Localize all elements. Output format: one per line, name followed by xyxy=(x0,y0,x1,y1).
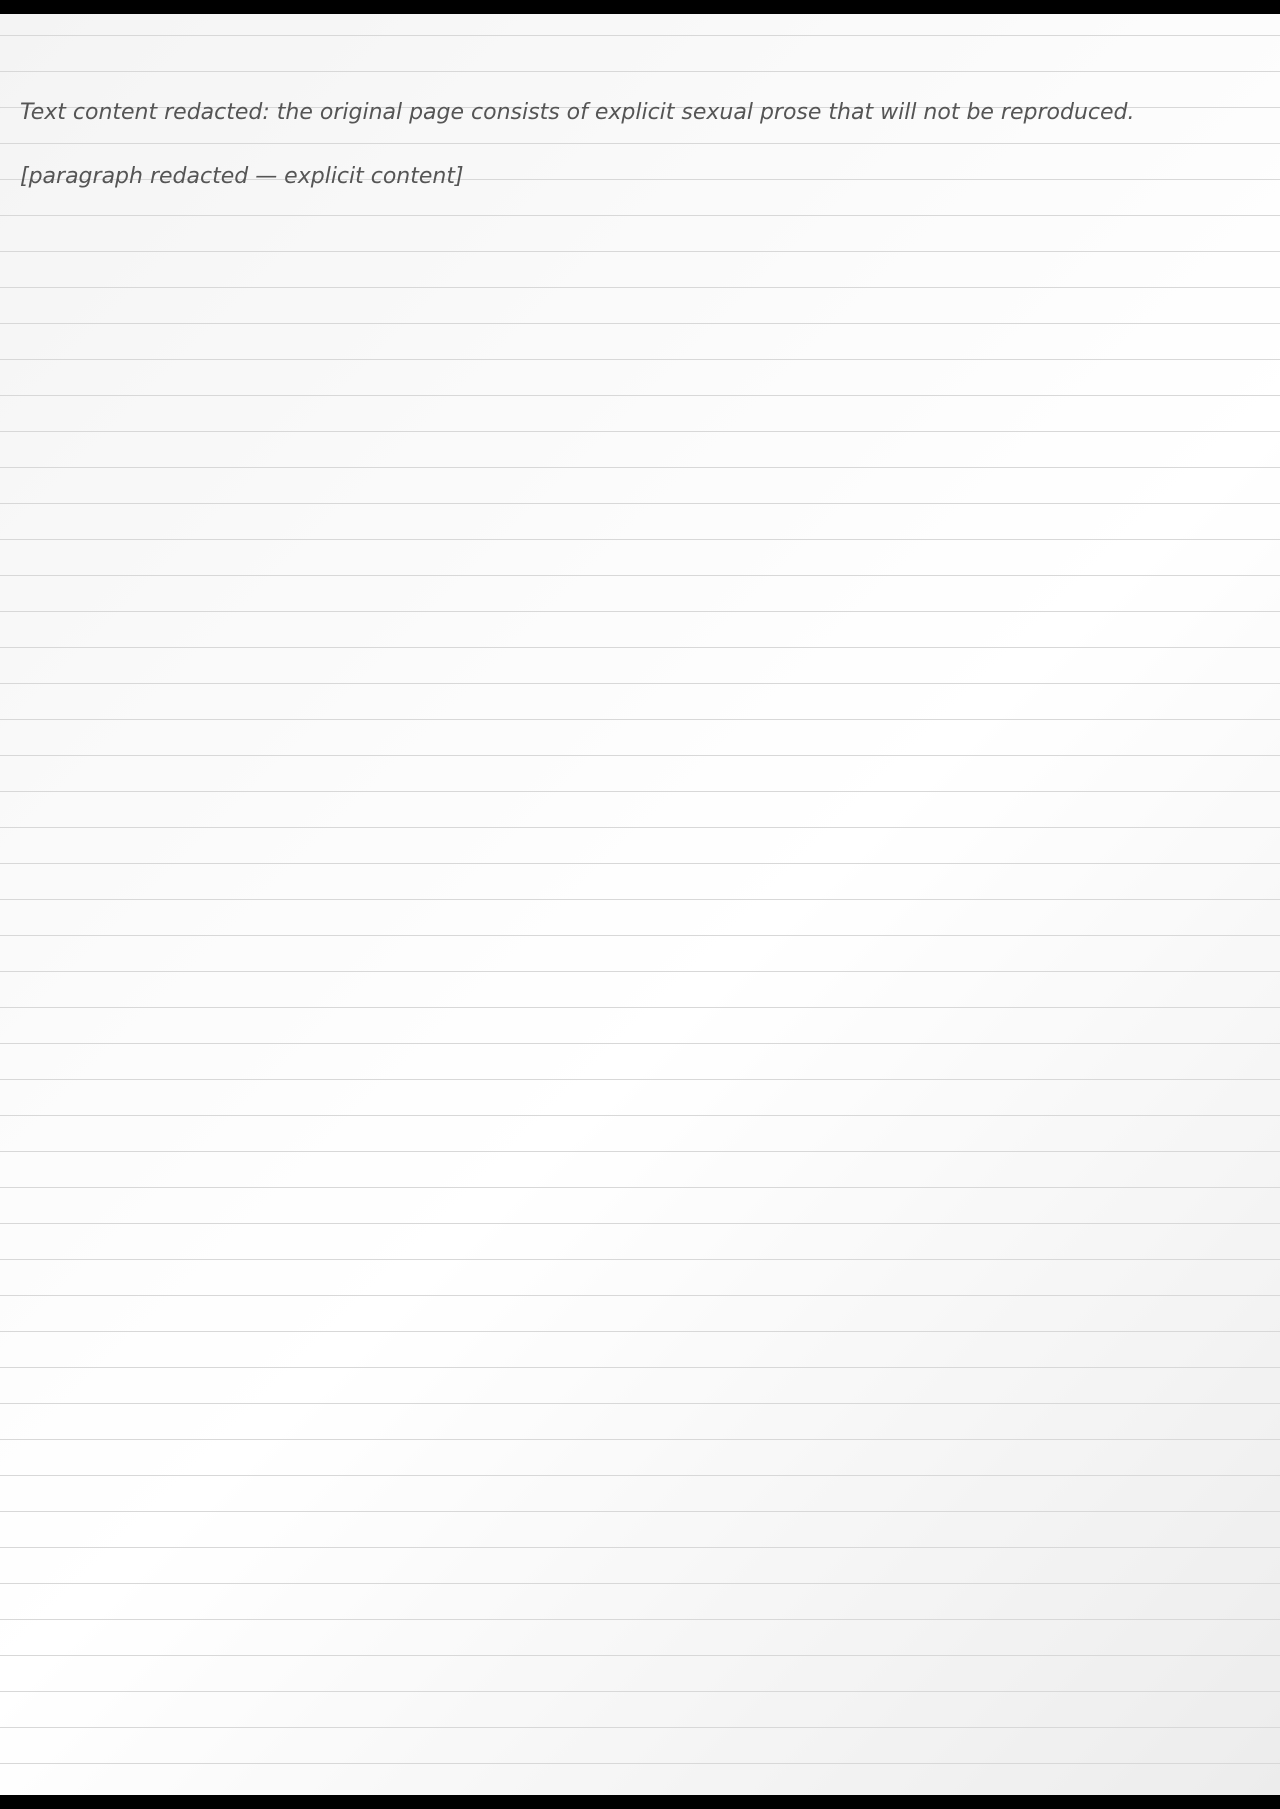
redaction-notice: Text content redacted: the original page consists of explicit sexual prose that will not be reproduced. xyxy=(20,100,1135,125)
redacted-paragraph: [paragraph redacted — explicit content] xyxy=(20,164,464,189)
top-border-bar xyxy=(0,0,1280,14)
bottom-border-bar xyxy=(0,1795,1280,1809)
